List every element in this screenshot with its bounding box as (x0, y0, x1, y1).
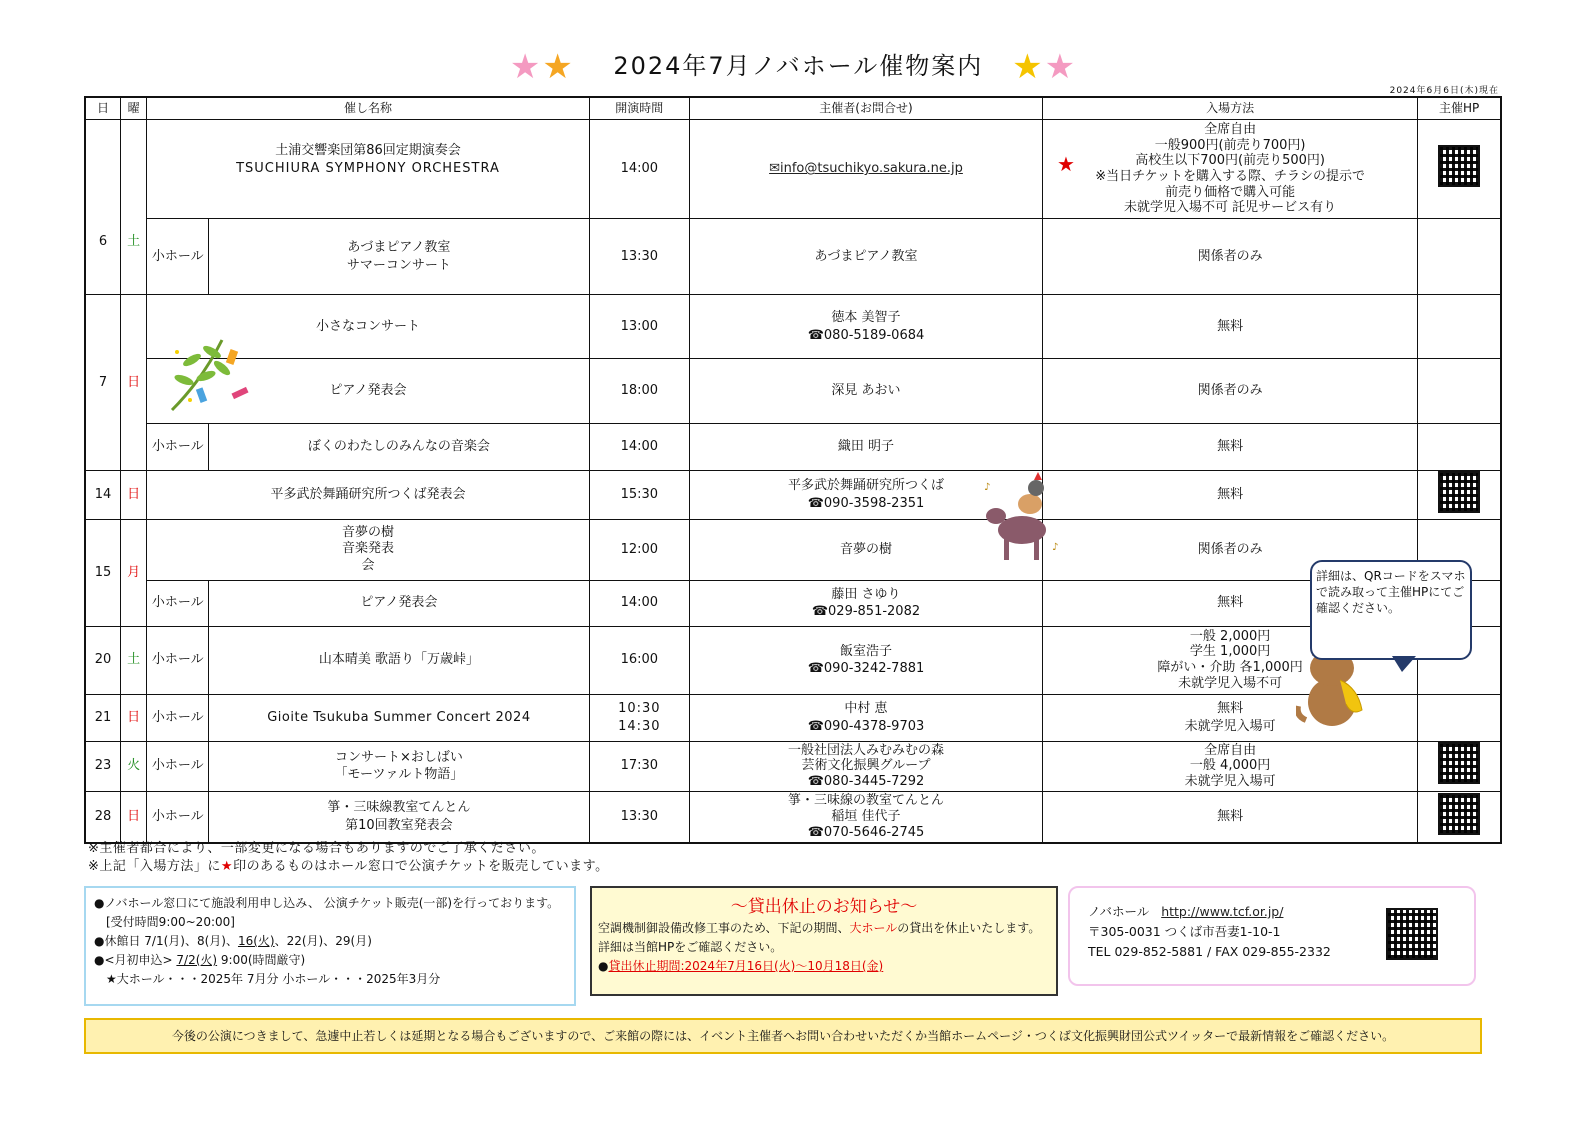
organizer-cell (690, 626, 1043, 694)
venue-cell: 小ホール (147, 626, 209, 694)
event-name: ピアノ発表会 (147, 359, 589, 424)
weekday-cell: 土 (121, 120, 147, 295)
organizer-cell (690, 791, 1043, 843)
event-name (209, 791, 589, 843)
title-text: 2024年7月ノバホール催物案内 (613, 52, 984, 80)
event-name (209, 219, 589, 295)
contact-line: 〒305-0031 つくば市吾妻1-10-1 (1088, 924, 1281, 939)
day-cell: 14 (85, 471, 121, 520)
organizer-line: 藤田 さゆり (831, 586, 901, 602)
info-text: 、22(月)、29(月) (274, 934, 372, 948)
table-row (85, 791, 1501, 843)
time-cell (589, 694, 689, 741)
day-cell: 7 (85, 295, 121, 471)
hp-cell (1418, 471, 1501, 520)
qr-code-icon[interactable] (1438, 145, 1480, 187)
weekday-cell: 日 (121, 295, 147, 471)
entry-cell: 関係者のみ (1042, 359, 1417, 424)
note-text: ※上記「入場方法」に (88, 859, 221, 874)
venue-cell: 小ホール (147, 741, 209, 791)
closure-notice-box (590, 886, 1058, 996)
time-cell: 14:00 (589, 424, 689, 471)
organizer-cell: 織田 明子 (690, 424, 1043, 471)
info-line (94, 932, 574, 951)
organizer-line: 徳本 美智子 (831, 309, 901, 325)
hp-cell (1418, 219, 1501, 295)
info-text: 16(火) (237, 934, 275, 948)
organizer-cell: 深見 あおい (690, 359, 1043, 424)
info-text: 9:00(時間厳守) (217, 953, 306, 967)
col-organizer: 主催者(お問合せ) (690, 97, 1043, 120)
event-name (147, 120, 589, 219)
time-cell: 13:30 (589, 791, 689, 843)
entry-cell: 無料 (1042, 471, 1417, 520)
event-name-line: あづまピアノ教室 (347, 239, 451, 255)
hp-cell (1418, 359, 1501, 424)
organizer-cell (690, 694, 1043, 741)
entry-line: 高校生以下700円(前売り500円) (1135, 153, 1325, 169)
event-name-line: サマーコンサート (346, 257, 451, 273)
table-row (85, 626, 1501, 694)
table-row (85, 219, 1501, 295)
weekday-cell: 土 (121, 626, 147, 694)
organizer-line: 平多武於舞踊研究所つくば (787, 478, 944, 494)
notice-text: 空調機制御設備改修工事のため、下記の期間、 (598, 921, 850, 935)
event-name-line: 音夢の樹 (341, 525, 394, 541)
organizer-phone: ☎080-5189-0684 (807, 327, 925, 343)
time-cell: 14:00 (589, 120, 689, 219)
event-name-line: 会 (361, 557, 375, 573)
weekday-cell: 日 (121, 471, 147, 520)
note-line (88, 858, 609, 876)
venue-cell: 小ホール (147, 219, 209, 295)
table-row (85, 295, 1501, 359)
time-cell: 16:00 (589, 626, 689, 694)
event-name: ピアノ発表会 (209, 580, 589, 626)
table-row (85, 359, 1501, 424)
organizer-cell: あづまピアノ教室 (690, 219, 1043, 295)
entry-line: 障がい・介助 各1,000円 (1157, 660, 1303, 676)
table-row (85, 580, 1501, 626)
venue-cell: 小ホール (147, 580, 209, 626)
organizer-line: 飯室浩子 (839, 643, 892, 659)
contact-line: TEL 029-852-5881 / FAX 029-855-2332 (1088, 944, 1331, 959)
day-cell: 21 (85, 694, 121, 741)
event-name: 山本晴美 歌語り「万歳峠」 (209, 626, 589, 694)
time-cell: 15:30 (589, 471, 689, 520)
entry-cell: 無料 (1042, 791, 1417, 843)
entry-line: 一般 4,000円 (1189, 758, 1271, 774)
entry-line: 無料 (1217, 701, 1244, 716)
col-weekday: 曜 (121, 97, 147, 120)
event-name-line: 第10回教室発表会 (345, 817, 453, 833)
contact-box (1068, 886, 1476, 986)
star-icon: ★ (1056, 152, 1075, 176)
hp-cell (1418, 424, 1501, 471)
entry-line: 学生 1,000円 (1189, 644, 1271, 660)
organizer-line: 箏・三味線の教室てんとん (787, 793, 944, 809)
organizer-phone: ☎090-4378-9703 (807, 718, 925, 734)
day-cell: 23 (85, 741, 121, 791)
svg-text:♪: ♪ (1052, 542, 1059, 553)
organizer-email-link[interactable]: ✉info@tsuchikyo.sakura.ne.jp (769, 161, 963, 177)
day-cell: 15 (85, 519, 121, 626)
info-text: 7/2(火) (176, 953, 218, 967)
event-name-line: 箏・三味線教室てんとん (327, 800, 471, 816)
event-name (209, 741, 589, 791)
notice-text: 貸出休止期間:2024年7月16日(火)～10月18日(金) (608, 959, 884, 973)
col-entry: 入場方法 (1042, 97, 1417, 120)
venue-cell: 小ホール (147, 694, 209, 741)
time-cell: 14:00 (589, 580, 689, 626)
notice-line (598, 957, 1050, 976)
hp-cell (1418, 295, 1501, 359)
entry-cell: 無料 (1042, 580, 1417, 626)
table-row (85, 694, 1501, 741)
tanabata-bamboo-icon (162, 330, 252, 414)
time-cell: 13:30 (589, 219, 689, 295)
entry-line: 未就学児入場可 (1184, 773, 1276, 789)
organizer-line: 稲垣 佳代子 (831, 809, 901, 824)
table-row (85, 120, 1501, 219)
entry-cell: 無料 (1042, 424, 1417, 471)
svg-text:♪: ♪ (984, 482, 991, 493)
event-name (147, 519, 589, 580)
entry-line: 一般900円(前売り700円) (1154, 137, 1306, 153)
notice-text: ● (598, 959, 609, 973)
time-cell: 17:30 (589, 741, 689, 791)
organizer-phone: ☎070-5646-2745 (807, 824, 925, 840)
hp-cell (1418, 741, 1501, 791)
entry-line: 全席自由 (1204, 122, 1257, 138)
qr-code-icon[interactable] (1438, 471, 1480, 513)
event-name-line: コンサート×おしばい (334, 749, 463, 765)
star-icon: ★ (509, 47, 543, 87)
organizer-cell (690, 741, 1043, 791)
entry-line: 一般 2,000円 (1189, 628, 1271, 644)
hall-info-box (84, 886, 576, 1006)
time-line: 14:30 (618, 718, 661, 734)
notice-text: 大ホール (849, 921, 898, 935)
notes (88, 840, 609, 876)
star-icon: ★ (1012, 47, 1045, 87)
organizer-line: 中村 恵 (844, 701, 888, 716)
event-name: 小さなコンサート (147, 295, 589, 359)
event-name: ぼくのわたしのみんなの音楽会 (209, 424, 589, 471)
hp-cell (1418, 791, 1501, 843)
info-line (94, 951, 574, 970)
schedule-table (84, 96, 1502, 844)
organizer-cell: 音夢の樹 (690, 519, 1043, 580)
page-title (0, 46, 1587, 87)
hp-cell (1418, 694, 1501, 741)
entry-line: 全席自由 (1204, 742, 1257, 758)
organizer-cell (690, 120, 1043, 219)
table-row (85, 519, 1501, 580)
event-name-line: 土浦交響楽団第86回定期演奏会 (275, 143, 461, 159)
event-name: Gioite Tsukuba Summer Concert 2024 (209, 694, 589, 741)
organizer-phone: ☎029-851-2082 (811, 604, 921, 620)
time-cell: 18:00 (589, 359, 689, 424)
weekday-cell: 火 (121, 741, 147, 791)
table-header (85, 97, 1501, 120)
time-cell: 12:00 (589, 519, 689, 580)
star-icon: ★ (1044, 47, 1078, 87)
notice-heading: ～貸出休止のお知らせ～ (730, 897, 918, 917)
info-text: ●<月初申込> (94, 953, 177, 967)
event-name-line: 音楽発表 (341, 541, 394, 557)
weekday-cell: 月 (121, 519, 147, 626)
entry-cell: 関係者のみ (1042, 219, 1417, 295)
info-line: ●ノバホール窓口にて施設利用申し込み、 公演チケット販売(一部)を行っております。 (94, 896, 560, 910)
col-time: 開演時間 (589, 97, 689, 120)
organizer-phone: ☎090-3598-2351 (807, 495, 925, 511)
note-line: ※主催者都合により、一部変更になる場合もありますのでご了承ください。 (88, 841, 545, 856)
info-line: [受付時間9:00~20:00] (106, 915, 235, 929)
organizer-cell (690, 580, 1043, 626)
notice-text: の貸出を休止いたします。 (897, 921, 1041, 935)
info-line: ★大ホール・・・2025年 7月分 小ホール・・・2025年3月分 (106, 972, 441, 986)
day-cell: 6 (85, 120, 121, 295)
weekday-cell: 日 (121, 791, 147, 843)
entry-line: 前売り価格で購入可能 (1165, 184, 1296, 200)
qr-code-icon[interactable] (1386, 908, 1438, 960)
day-cell: 28 (85, 791, 121, 843)
venue-cell: 小ホール (147, 424, 209, 471)
organizer-phone: ☎080-3445-7292 (807, 773, 925, 789)
bubble-tail (1392, 656, 1416, 672)
table-row (85, 424, 1501, 471)
table-row (85, 471, 1501, 520)
day-cell: 20 (85, 626, 121, 694)
organizer-cell (690, 295, 1043, 359)
entry-line: 未就学児入場不可 託児サービス有り (1124, 200, 1337, 216)
entry-line: 未就学児入場不可 (1178, 675, 1283, 691)
star-icon: ★ (220, 859, 234, 874)
col-hp: 主催HP (1418, 97, 1501, 120)
note-text: 印のあるものはホール窓口で公演チケットを販売しています。 (233, 859, 609, 874)
entry-line: ※当日チケットを購入する際、チラシの提示で (1095, 169, 1365, 184)
entry-cell (1042, 741, 1417, 791)
col-event-name: 催し名称 (147, 97, 589, 120)
event-name-line: TSUCHIURA SYMPHONY ORCHESTRA (236, 161, 500, 176)
entry-line: 未就学児入場可 (1184, 718, 1276, 734)
as-of-date: 2024年6月6日(木)現在 (1389, 86, 1499, 96)
organizer-line: 一般社団法人みむみむの森 (787, 742, 944, 758)
hp-cell (1418, 120, 1501, 219)
entry-cell: 関係者のみ (1042, 519, 1417, 580)
entry-cell (1042, 120, 1417, 219)
qr-info-bubble: 詳細は、QRコードをスマホで読み取って主催HPにてご確認ください。 (1310, 560, 1472, 660)
qr-code-icon[interactable] (1438, 742, 1480, 784)
hall-name: ノバホール (1088, 904, 1150, 919)
venue-cell: 小ホール (147, 791, 209, 843)
organizer-line: 芸術文化振興グループ (801, 758, 931, 774)
entry-cell: 無料 (1042, 295, 1417, 359)
col-day: 日 (85, 97, 121, 120)
time-cell: 13:00 (589, 295, 689, 359)
star-icon: ★ (542, 47, 575, 87)
event-name-line: 「モーツァルト物語」 (334, 767, 464, 783)
animal-band-icon (982, 470, 1062, 565)
event-name: 平多武於舞踊研究所つくば発表会 (147, 471, 589, 520)
weekday-cell: 日 (121, 694, 147, 741)
organizer-phone: ☎090-3242-7881 (807, 661, 925, 677)
notice-line: 詳細は当館HPをご確認ください。 (598, 940, 783, 954)
time-line: 10:30 (618, 701, 661, 716)
qr-code-icon[interactable] (1438, 793, 1480, 835)
table-row (85, 741, 1501, 791)
info-text: ●休館日 7/1(月)、8(月)、 (94, 934, 238, 948)
hall-url-link[interactable]: http://www.tcf.or.jp/ (1161, 904, 1284, 919)
notice-line (598, 919, 1050, 938)
footer-notice: 今後の公演につきまして、急遽中止若しくは延期となる場合もございますので、ご来館の際には、イベント主催者へお問い合わせいただくか当館ホームページ・つくば文化振興財団公式ツイッターで最新情報をご確認ください。 (84, 1018, 1482, 1054)
